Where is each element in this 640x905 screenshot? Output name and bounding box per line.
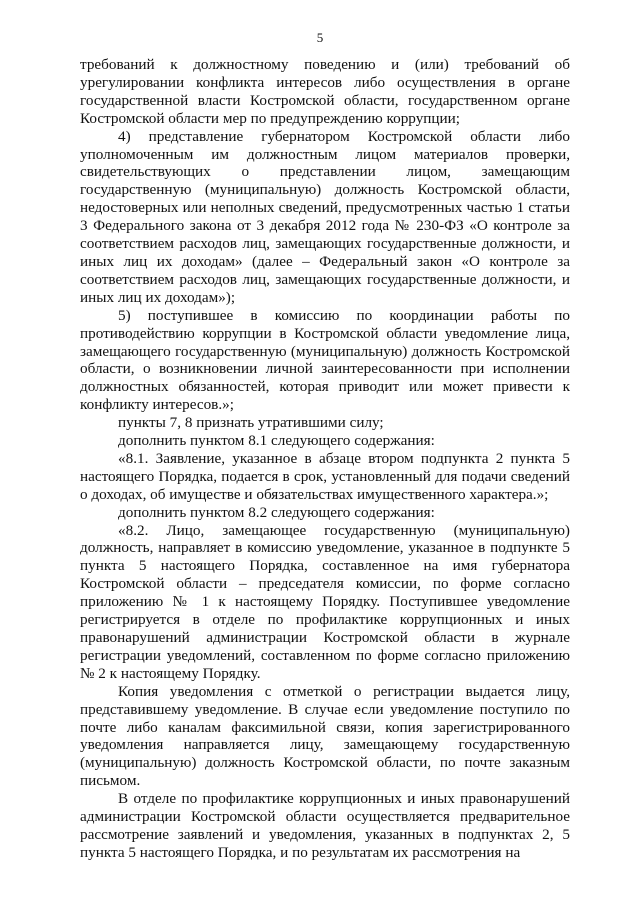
paragraph-add-8-2: дополнить пунктом 8.2 следующего содержания:	[118, 503, 435, 521]
paragraph-item-4: 4) представление губернатором Костромской области либо уполномоченным им должностным лицом материалов проверки, свидетельствующих о представлении лицом, замещающим государственную (муниципальную) должность Костромской области, недостоверных или неполных сведений, предусмотренных частью 1 статьи 3 Федерального закона от 3 декабря 2012 года № 230-ФЗ «О контроле за соответствием расходов лиц, замещающих государственные должности, и иных лиц их доходам» (далее – Федеральный закон «О контроле за соответствием расходов лиц, замещающих государственные должности, и иных лиц их доходам»);	[80, 127, 570, 306]
paragraph-repeal-7-8: пункты 7, 8 признать утратившими силу;	[118, 414, 384, 432]
paragraph-department-review: В отделе по профилактике коррупционных и иных правонарушений администрации Костромской области осуществляется предварительное рассмотрение заявлений и уведомления, указанных в подпунктах 2, 5 пункта 5 настоящего Порядка, и по результатам их рассмотрения на	[80, 790, 570, 861]
paragraph-clause-8-1: «8.1. Заявление, указанное в абзаце втором подпункта 2 пункта 5 настоящего Порядка, подается в срок, установленный для подачи сведений о доходах, об имуществе и обязательствах имущественного характера.»;	[80, 449, 570, 503]
paragraph-clause-8-2: «8.2. Лицо, замещающее государственную (муниципальную) должность, направляет в комиссию уведомление, указанное в подпункте 5 пункта 5 настоящего Порядка, составленное на имя губернатора Костромской области – председателя комиссии, по форме согласно приложению № 1 к настоящему Порядку. Поступившее уведомление регистрируется в отделе по профилактике коррупционных и иных правонарушений администрации Костромской области в журнале регистрации уведомлений, составленном по форме согласно приложению № 2 к настоящему Порядку.	[80, 521, 570, 682]
paragraph-add-8-1: дополнить пунктом 8.1 следующего содержания:	[118, 432, 435, 450]
paragraph-item-5: 5) поступившее в комиссию по координации работы по противодействию коррупции в Костромской области уведомление лица, замещающего государственную (муниципальную) должность Костромской области, о возникновении личной заинтересованности при исполнении должностных обязанностей, которая приводит или может привести к конфликту интересов.»;	[80, 306, 570, 414]
document-body	[80, 56, 570, 862]
page-number: 5	[316, 30, 324, 45]
paragraph-continuation: требований к должностному поведению и (или) требований об урегулировании конфликта интересов либо осуществления в органе государственной власти Костромской области, государственном органе Костромской области мер по предупреждению коррупции;	[80, 56, 570, 127]
paragraph-copy-notice: Копия уведомления с отметкой о регистрации выдается лицу, представившему уведомление. В случае если уведомление поступило по почте либо каналам факсимильной связи, копия зарегистрированного уведомления направляется лицу, замещающему государственную (муниципальную) должность Костромской области, по почте заказным письмом.	[80, 682, 570, 790]
